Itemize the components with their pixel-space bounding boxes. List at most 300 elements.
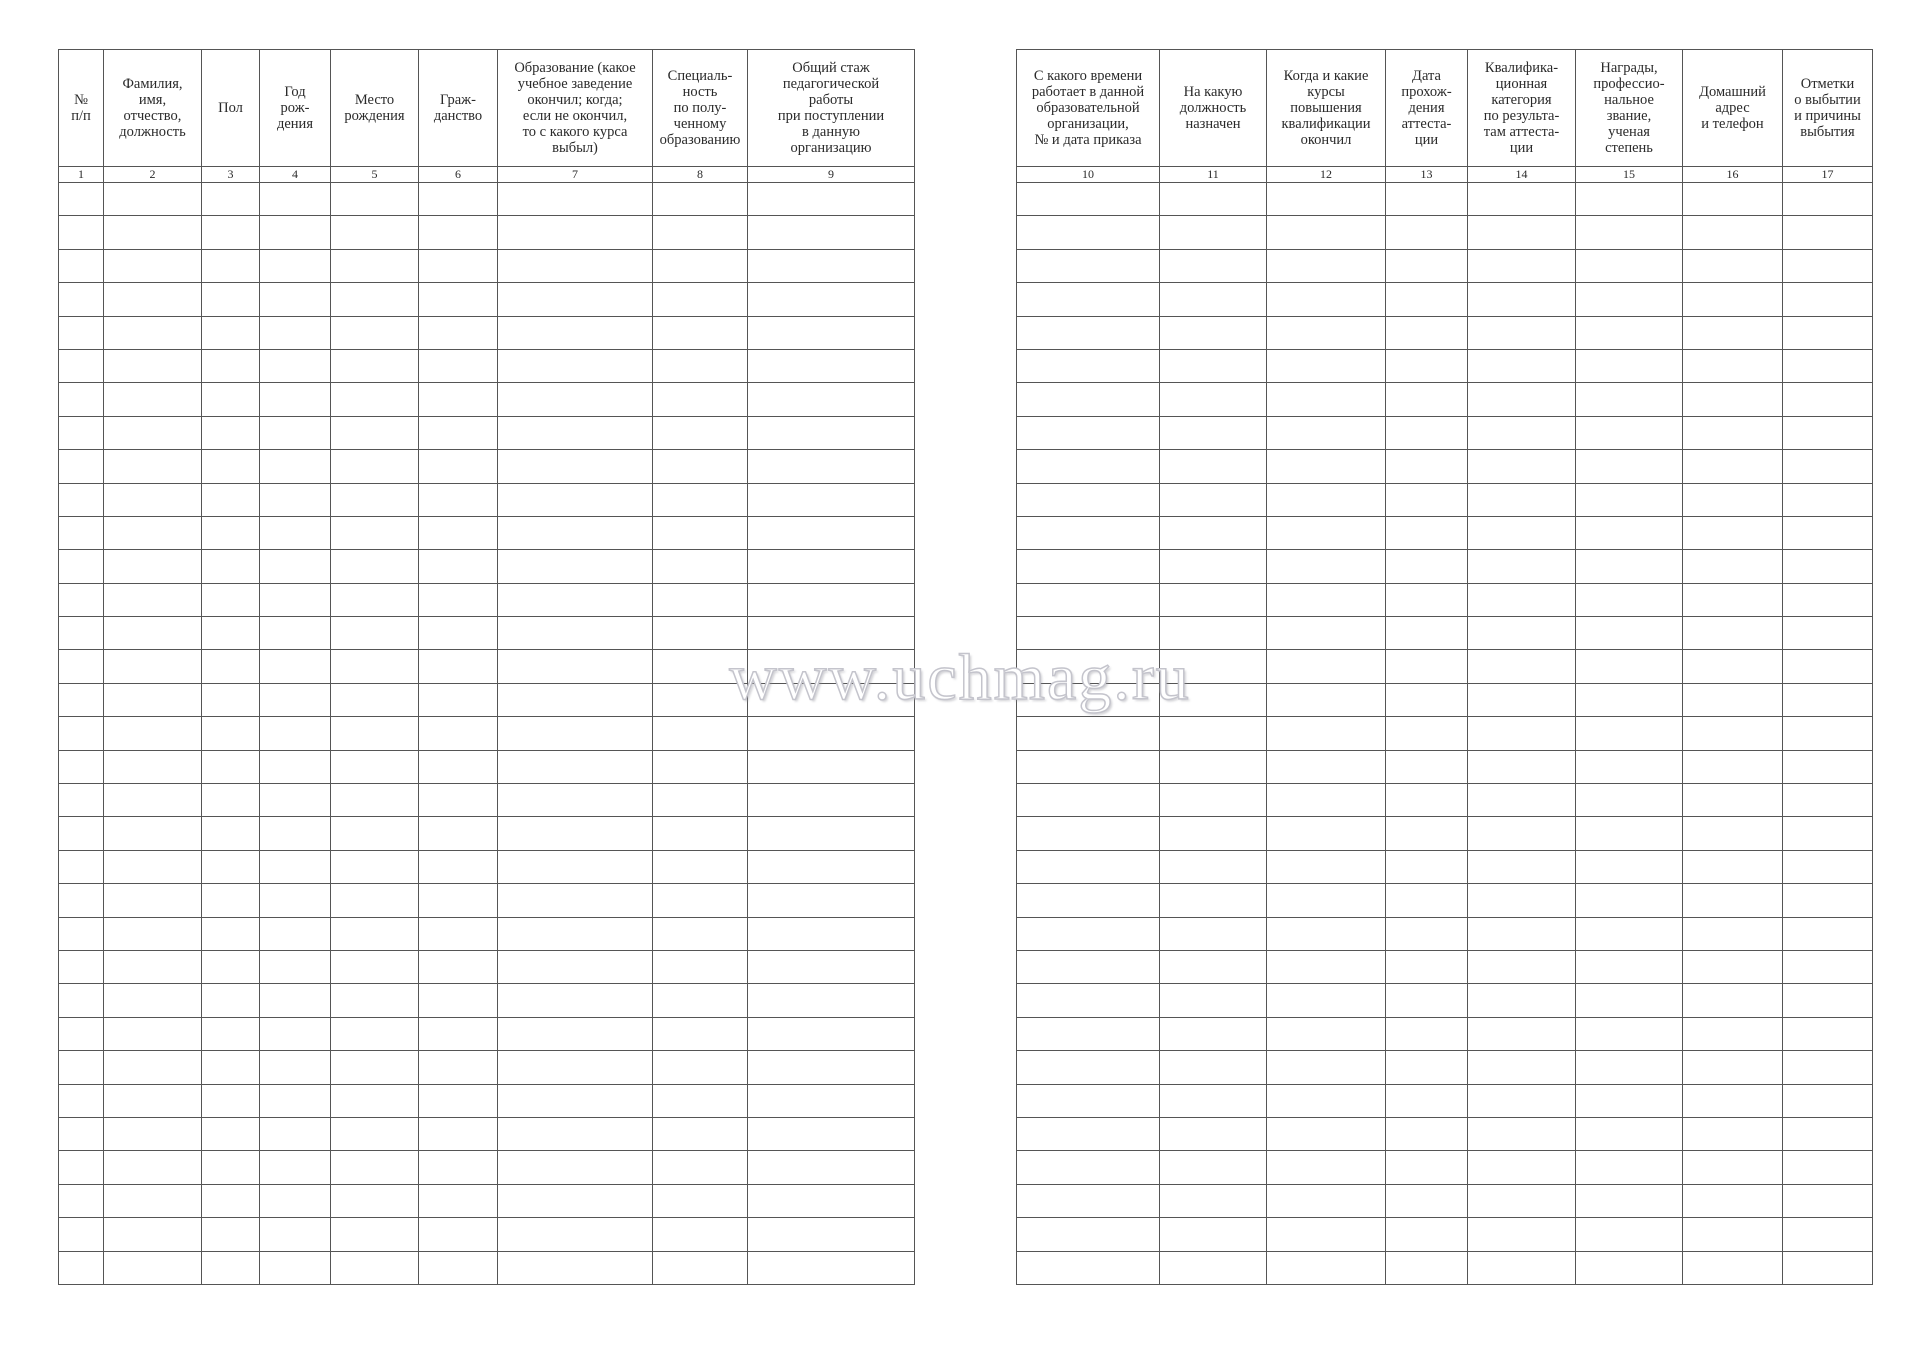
empty-cell[interactable]	[1267, 917, 1386, 950]
empty-cell[interactable]	[1576, 750, 1683, 783]
empty-cell[interactable]	[1386, 450, 1468, 483]
empty-cell[interactable]	[104, 183, 202, 216]
empty-cell[interactable]	[1683, 1084, 1783, 1117]
empty-cell[interactable]	[1576, 516, 1683, 549]
empty-cell[interactable]	[498, 850, 653, 883]
empty-cell[interactable]	[748, 283, 915, 316]
empty-cell[interactable]	[104, 1184, 202, 1217]
empty-cell[interactable]	[1683, 784, 1783, 817]
empty-cell[interactable]	[260, 784, 331, 817]
empty-cell[interactable]	[1160, 483, 1267, 516]
empty-cell[interactable]	[202, 383, 260, 416]
empty-cell[interactable]	[1468, 1117, 1576, 1150]
empty-cell[interactable]	[1783, 917, 1873, 950]
empty-cell[interactable]	[1160, 784, 1267, 817]
empty-cell[interactable]	[419, 1151, 498, 1184]
empty-cell[interactable]	[1160, 683, 1267, 716]
empty-cell[interactable]	[1783, 249, 1873, 282]
empty-cell[interactable]	[59, 483, 104, 516]
empty-cell[interactable]	[104, 650, 202, 683]
empty-cell[interactable]	[653, 1017, 748, 1050]
empty-cell[interactable]	[260, 950, 331, 983]
empty-cell[interactable]	[1267, 1051, 1386, 1084]
empty-cell[interactable]	[419, 650, 498, 683]
empty-cell[interactable]	[1267, 483, 1386, 516]
empty-cell[interactable]	[202, 784, 260, 817]
empty-cell[interactable]	[1386, 1251, 1468, 1284]
empty-cell[interactable]	[498, 784, 653, 817]
empty-cell[interactable]	[1160, 850, 1267, 883]
empty-cell[interactable]	[419, 516, 498, 549]
empty-cell[interactable]	[498, 917, 653, 950]
empty-cell[interactable]	[104, 1084, 202, 1117]
empty-cell[interactable]	[1267, 850, 1386, 883]
empty-cell[interactable]	[1017, 850, 1160, 883]
empty-cell[interactable]	[260, 1117, 331, 1150]
empty-cell[interactable]	[1683, 884, 1783, 917]
empty-cell[interactable]	[260, 884, 331, 917]
empty-cell[interactable]	[1017, 216, 1160, 249]
empty-cell[interactable]	[1683, 1051, 1783, 1084]
empty-cell[interactable]	[419, 1051, 498, 1084]
empty-cell[interactable]	[1468, 1251, 1576, 1284]
empty-cell[interactable]	[748, 717, 915, 750]
empty-cell[interactable]	[1267, 316, 1386, 349]
empty-cell[interactable]	[1267, 416, 1386, 449]
empty-cell[interactable]	[104, 950, 202, 983]
empty-cell[interactable]	[104, 316, 202, 349]
empty-cell[interactable]	[419, 850, 498, 883]
empty-cell[interactable]	[59, 1051, 104, 1084]
empty-cell[interactable]	[1683, 1017, 1783, 1050]
empty-cell[interactable]	[202, 550, 260, 583]
empty-cell[interactable]	[104, 917, 202, 950]
empty-cell[interactable]	[202, 683, 260, 716]
empty-cell[interactable]	[1468, 550, 1576, 583]
empty-cell[interactable]	[104, 683, 202, 716]
empty-cell[interactable]	[331, 1151, 419, 1184]
empty-cell[interactable]	[1386, 1117, 1468, 1150]
empty-cell[interactable]	[59, 316, 104, 349]
empty-cell[interactable]	[260, 516, 331, 549]
empty-cell[interactable]	[104, 717, 202, 750]
empty-cell[interactable]	[104, 516, 202, 549]
empty-cell[interactable]	[419, 216, 498, 249]
empty-cell[interactable]	[1576, 950, 1683, 983]
empty-cell[interactable]	[1783, 1051, 1873, 1084]
empty-cell[interactable]	[1783, 583, 1873, 616]
empty-cell[interactable]	[202, 950, 260, 983]
empty-cell[interactable]	[1576, 1218, 1683, 1251]
empty-cell[interactable]	[1468, 750, 1576, 783]
empty-cell[interactable]	[202, 650, 260, 683]
empty-cell[interactable]	[1683, 650, 1783, 683]
empty-cell[interactable]	[1576, 283, 1683, 316]
empty-cell[interactable]	[59, 750, 104, 783]
empty-cell[interactable]	[1160, 950, 1267, 983]
empty-cell[interactable]	[1576, 249, 1683, 282]
empty-cell[interactable]	[104, 784, 202, 817]
empty-cell[interactable]	[748, 416, 915, 449]
empty-cell[interactable]	[1267, 216, 1386, 249]
empty-cell[interactable]	[748, 1184, 915, 1217]
empty-cell[interactable]	[1267, 950, 1386, 983]
empty-cell[interactable]	[748, 383, 915, 416]
empty-cell[interactable]	[653, 249, 748, 282]
empty-cell[interactable]	[1386, 1017, 1468, 1050]
empty-cell[interactable]	[202, 717, 260, 750]
empty-cell[interactable]	[653, 984, 748, 1017]
empty-cell[interactable]	[104, 416, 202, 449]
empty-cell[interactable]	[1017, 1151, 1160, 1184]
empty-cell[interactable]	[748, 316, 915, 349]
empty-cell[interactable]	[1386, 583, 1468, 616]
empty-cell[interactable]	[1576, 984, 1683, 1017]
empty-cell[interactable]	[653, 817, 748, 850]
empty-cell[interactable]	[1683, 917, 1783, 950]
empty-cell[interactable]	[1576, 650, 1683, 683]
empty-cell[interactable]	[260, 1184, 331, 1217]
empty-cell[interactable]	[104, 850, 202, 883]
empty-cell[interactable]	[653, 917, 748, 950]
empty-cell[interactable]	[1468, 1218, 1576, 1251]
empty-cell[interactable]	[1576, 1117, 1683, 1150]
empty-cell[interactable]	[419, 283, 498, 316]
empty-cell[interactable]	[748, 249, 915, 282]
empty-cell[interactable]	[653, 550, 748, 583]
empty-cell[interactable]	[202, 483, 260, 516]
empty-cell[interactable]	[331, 349, 419, 382]
empty-cell[interactable]	[1160, 750, 1267, 783]
empty-cell[interactable]	[653, 1184, 748, 1217]
empty-cell[interactable]	[104, 349, 202, 382]
empty-cell[interactable]	[1783, 817, 1873, 850]
empty-cell[interactable]	[1683, 1117, 1783, 1150]
empty-cell[interactable]	[1267, 617, 1386, 650]
empty-cell[interactable]	[1783, 784, 1873, 817]
empty-cell[interactable]	[260, 483, 331, 516]
empty-cell[interactable]	[1267, 884, 1386, 917]
empty-cell[interactable]	[202, 1151, 260, 1184]
empty-cell[interactable]	[1017, 550, 1160, 583]
empty-cell[interactable]	[1386, 750, 1468, 783]
empty-cell[interactable]	[59, 1251, 104, 1284]
empty-cell[interactable]	[419, 717, 498, 750]
empty-cell[interactable]	[1386, 1084, 1468, 1117]
empty-cell[interactable]	[498, 583, 653, 616]
empty-cell[interactable]	[1160, 884, 1267, 917]
empty-cell[interactable]	[331, 850, 419, 883]
empty-cell[interactable]	[1386, 650, 1468, 683]
empty-cell[interactable]	[1468, 817, 1576, 850]
empty-cell[interactable]	[653, 1251, 748, 1284]
empty-cell[interactable]	[1386, 183, 1468, 216]
empty-cell[interactable]	[498, 316, 653, 349]
empty-cell[interactable]	[1468, 917, 1576, 950]
empty-cell[interactable]	[419, 583, 498, 616]
empty-cell[interactable]	[1267, 450, 1386, 483]
empty-cell[interactable]	[498, 884, 653, 917]
empty-cell[interactable]	[104, 750, 202, 783]
empty-cell[interactable]	[1468, 516, 1576, 549]
empty-cell[interactable]	[419, 950, 498, 983]
empty-cell[interactable]	[1017, 249, 1160, 282]
empty-cell[interactable]	[1468, 416, 1576, 449]
empty-cell[interactable]	[1160, 516, 1267, 549]
empty-cell[interactable]	[331, 683, 419, 716]
empty-cell[interactable]	[1017, 349, 1160, 382]
empty-cell[interactable]	[59, 383, 104, 416]
empty-cell[interactable]	[653, 583, 748, 616]
empty-cell[interactable]	[331, 516, 419, 549]
empty-cell[interactable]	[1683, 183, 1783, 216]
empty-cell[interactable]	[1386, 216, 1468, 249]
empty-cell[interactable]	[202, 817, 260, 850]
empty-cell[interactable]	[419, 817, 498, 850]
empty-cell[interactable]	[1160, 550, 1267, 583]
empty-cell[interactable]	[748, 583, 915, 616]
empty-cell[interactable]	[748, 984, 915, 1017]
empty-cell[interactable]	[1386, 850, 1468, 883]
empty-cell[interactable]	[202, 1184, 260, 1217]
empty-cell[interactable]	[202, 1084, 260, 1117]
empty-cell[interactable]	[1683, 683, 1783, 716]
empty-cell[interactable]	[1783, 316, 1873, 349]
empty-cell[interactable]	[419, 784, 498, 817]
empty-cell[interactable]	[748, 550, 915, 583]
empty-cell[interactable]	[1267, 717, 1386, 750]
empty-cell[interactable]	[498, 817, 653, 850]
empty-cell[interactable]	[419, 550, 498, 583]
empty-cell[interactable]	[1468, 650, 1576, 683]
empty-cell[interactable]	[1783, 1017, 1873, 1050]
empty-cell[interactable]	[1468, 884, 1576, 917]
empty-cell[interactable]	[260, 583, 331, 616]
empty-cell[interactable]	[1576, 416, 1683, 449]
empty-cell[interactable]	[1267, 516, 1386, 549]
empty-cell[interactable]	[1576, 349, 1683, 382]
empty-cell[interactable]	[202, 316, 260, 349]
empty-cell[interactable]	[1017, 1218, 1160, 1251]
empty-cell[interactable]	[1783, 416, 1873, 449]
empty-cell[interactable]	[1160, 1117, 1267, 1150]
empty-cell[interactable]	[202, 750, 260, 783]
empty-cell[interactable]	[419, 884, 498, 917]
empty-cell[interactable]	[419, 1084, 498, 1117]
empty-cell[interactable]	[1017, 583, 1160, 616]
empty-cell[interactable]	[331, 1218, 419, 1251]
empty-cell[interactable]	[59, 950, 104, 983]
empty-cell[interactable]	[1267, 683, 1386, 716]
empty-cell[interactable]	[1468, 1051, 1576, 1084]
empty-cell[interactable]	[653, 349, 748, 382]
empty-cell[interactable]	[498, 1117, 653, 1150]
empty-cell[interactable]	[1017, 1017, 1160, 1050]
empty-cell[interactable]	[1468, 683, 1576, 716]
empty-cell[interactable]	[59, 984, 104, 1017]
empty-cell[interactable]	[498, 683, 653, 716]
empty-cell[interactable]	[498, 1084, 653, 1117]
empty-cell[interactable]	[1783, 383, 1873, 416]
empty-cell[interactable]	[331, 483, 419, 516]
empty-cell[interactable]	[1017, 383, 1160, 416]
empty-cell[interactable]	[1468, 984, 1576, 1017]
empty-cell[interactable]	[260, 416, 331, 449]
empty-cell[interactable]	[1468, 850, 1576, 883]
empty-cell[interactable]	[1683, 383, 1783, 416]
empty-cell[interactable]	[1160, 650, 1267, 683]
empty-cell[interactable]	[1160, 1084, 1267, 1117]
empty-cell[interactable]	[1267, 1184, 1386, 1217]
empty-cell[interactable]	[1160, 316, 1267, 349]
empty-cell[interactable]	[653, 216, 748, 249]
empty-cell[interactable]	[1468, 617, 1576, 650]
empty-cell[interactable]	[331, 650, 419, 683]
empty-cell[interactable]	[1576, 583, 1683, 616]
empty-cell[interactable]	[104, 550, 202, 583]
empty-cell[interactable]	[653, 784, 748, 817]
empty-cell[interactable]	[1267, 1084, 1386, 1117]
empty-cell[interactable]	[1468, 1184, 1576, 1217]
empty-cell[interactable]	[260, 717, 331, 750]
empty-cell[interactable]	[419, 683, 498, 716]
empty-cell[interactable]	[260, 917, 331, 950]
empty-cell[interactable]	[1783, 450, 1873, 483]
empty-cell[interactable]	[1017, 784, 1160, 817]
empty-cell[interactable]	[260, 1051, 331, 1084]
empty-cell[interactable]	[260, 183, 331, 216]
empty-cell[interactable]	[260, 550, 331, 583]
empty-cell[interactable]	[419, 984, 498, 1017]
empty-cell[interactable]	[260, 1017, 331, 1050]
empty-cell[interactable]	[1267, 1218, 1386, 1251]
empty-cell[interactable]	[498, 416, 653, 449]
empty-cell[interactable]	[653, 450, 748, 483]
empty-cell[interactable]	[748, 750, 915, 783]
empty-cell[interactable]	[1386, 550, 1468, 583]
empty-cell[interactable]	[419, 416, 498, 449]
empty-cell[interactable]	[1468, 183, 1576, 216]
empty-cell[interactable]	[202, 1117, 260, 1150]
empty-cell[interactable]	[419, 349, 498, 382]
empty-cell[interactable]	[331, 950, 419, 983]
empty-cell[interactable]	[1160, 1017, 1267, 1050]
empty-cell[interactable]	[1683, 316, 1783, 349]
empty-cell[interactable]	[331, 1084, 419, 1117]
empty-cell[interactable]	[1386, 283, 1468, 316]
empty-cell[interactable]	[1386, 917, 1468, 950]
empty-cell[interactable]	[498, 283, 653, 316]
empty-cell[interactable]	[653, 183, 748, 216]
empty-cell[interactable]	[1783, 183, 1873, 216]
empty-cell[interactable]	[1576, 917, 1683, 950]
empty-cell[interactable]	[1160, 383, 1267, 416]
empty-cell[interactable]	[653, 316, 748, 349]
empty-cell[interactable]	[1683, 717, 1783, 750]
empty-cell[interactable]	[748, 1251, 915, 1284]
empty-cell[interactable]	[1386, 483, 1468, 516]
empty-cell[interactable]	[498, 1184, 653, 1217]
empty-cell[interactable]	[1783, 1084, 1873, 1117]
empty-cell[interactable]	[59, 650, 104, 683]
empty-cell[interactable]	[331, 917, 419, 950]
empty-cell[interactable]	[59, 1017, 104, 1050]
empty-cell[interactable]	[202, 416, 260, 449]
empty-cell[interactable]	[1683, 1184, 1783, 1217]
empty-cell[interactable]	[1160, 1218, 1267, 1251]
empty-cell[interactable]	[653, 717, 748, 750]
empty-cell[interactable]	[331, 1251, 419, 1284]
empty-cell[interactable]	[1576, 450, 1683, 483]
empty-cell[interactable]	[59, 1117, 104, 1150]
empty-cell[interactable]	[653, 516, 748, 549]
empty-cell[interactable]	[1576, 183, 1683, 216]
empty-cell[interactable]	[1160, 717, 1267, 750]
empty-cell[interactable]	[1017, 316, 1160, 349]
empty-cell[interactable]	[653, 950, 748, 983]
empty-cell[interactable]	[331, 750, 419, 783]
empty-cell[interactable]	[1468, 583, 1576, 616]
empty-cell[interactable]	[59, 784, 104, 817]
empty-cell[interactable]	[1267, 383, 1386, 416]
empty-cell[interactable]	[331, 984, 419, 1017]
empty-cell[interactable]	[748, 1151, 915, 1184]
empty-cell[interactable]	[1267, 283, 1386, 316]
empty-cell[interactable]	[1267, 750, 1386, 783]
empty-cell[interactable]	[202, 249, 260, 282]
empty-cell[interactable]	[1576, 717, 1683, 750]
empty-cell[interactable]	[748, 617, 915, 650]
empty-cell[interactable]	[748, 349, 915, 382]
empty-cell[interactable]	[1468, 283, 1576, 316]
empty-cell[interactable]	[1160, 450, 1267, 483]
empty-cell[interactable]	[331, 617, 419, 650]
empty-cell[interactable]	[1783, 850, 1873, 883]
empty-cell[interactable]	[104, 1251, 202, 1284]
empty-cell[interactable]	[1267, 349, 1386, 382]
empty-cell[interactable]	[653, 383, 748, 416]
empty-cell[interactable]	[1683, 550, 1783, 583]
empty-cell[interactable]	[260, 249, 331, 282]
empty-cell[interactable]	[331, 249, 419, 282]
empty-cell[interactable]	[1386, 984, 1468, 1017]
empty-cell[interactable]	[202, 349, 260, 382]
empty-cell[interactable]	[1783, 283, 1873, 316]
empty-cell[interactable]	[260, 650, 331, 683]
empty-cell[interactable]	[1267, 583, 1386, 616]
empty-cell[interactable]	[104, 617, 202, 650]
empty-cell[interactable]	[1576, 683, 1683, 716]
empty-cell[interactable]	[1017, 750, 1160, 783]
empty-cell[interactable]	[419, 383, 498, 416]
empty-cell[interactable]	[1576, 1017, 1683, 1050]
empty-cell[interactable]	[1386, 1151, 1468, 1184]
empty-cell[interactable]	[419, 1117, 498, 1150]
empty-cell[interactable]	[1468, 784, 1576, 817]
empty-cell[interactable]	[1683, 617, 1783, 650]
empty-cell[interactable]	[1783, 650, 1873, 683]
empty-cell[interactable]	[1468, 450, 1576, 483]
empty-cell[interactable]	[1017, 450, 1160, 483]
empty-cell[interactable]	[104, 216, 202, 249]
empty-cell[interactable]	[1576, 550, 1683, 583]
empty-cell[interactable]	[498, 717, 653, 750]
empty-cell[interactable]	[653, 884, 748, 917]
empty-cell[interactable]	[59, 683, 104, 716]
empty-cell[interactable]	[202, 583, 260, 616]
empty-cell[interactable]	[498, 1017, 653, 1050]
empty-cell[interactable]	[1386, 1184, 1468, 1217]
